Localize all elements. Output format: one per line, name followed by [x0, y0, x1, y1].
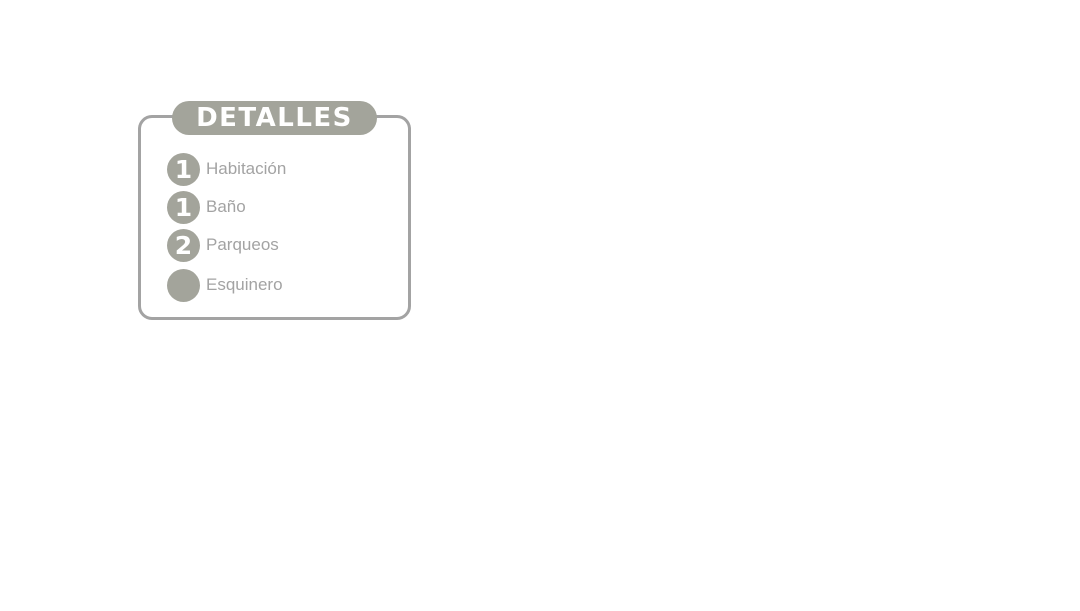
detail-row-habitacion — [167, 152, 286, 186]
bano-label: Baño — [206, 197, 246, 216]
detail-row-bano — [167, 190, 246, 224]
esquinero-indicator-icon — [167, 269, 200, 302]
parqueos-count-badge: 2 — [167, 229, 200, 262]
habitacion-label: Habitación — [206, 159, 287, 178]
details-title: DETALLES — [172, 101, 377, 135]
habitacion-count-badge: 1 — [167, 153, 200, 186]
detail-row-parqueos — [167, 228, 279, 262]
bano-count-badge: 1 — [167, 191, 200, 224]
detail-row-esquinero — [167, 268, 283, 302]
esquinero-label: Esquinero — [206, 275, 283, 294]
parqueos-label: Parqueos — [206, 235, 279, 254]
